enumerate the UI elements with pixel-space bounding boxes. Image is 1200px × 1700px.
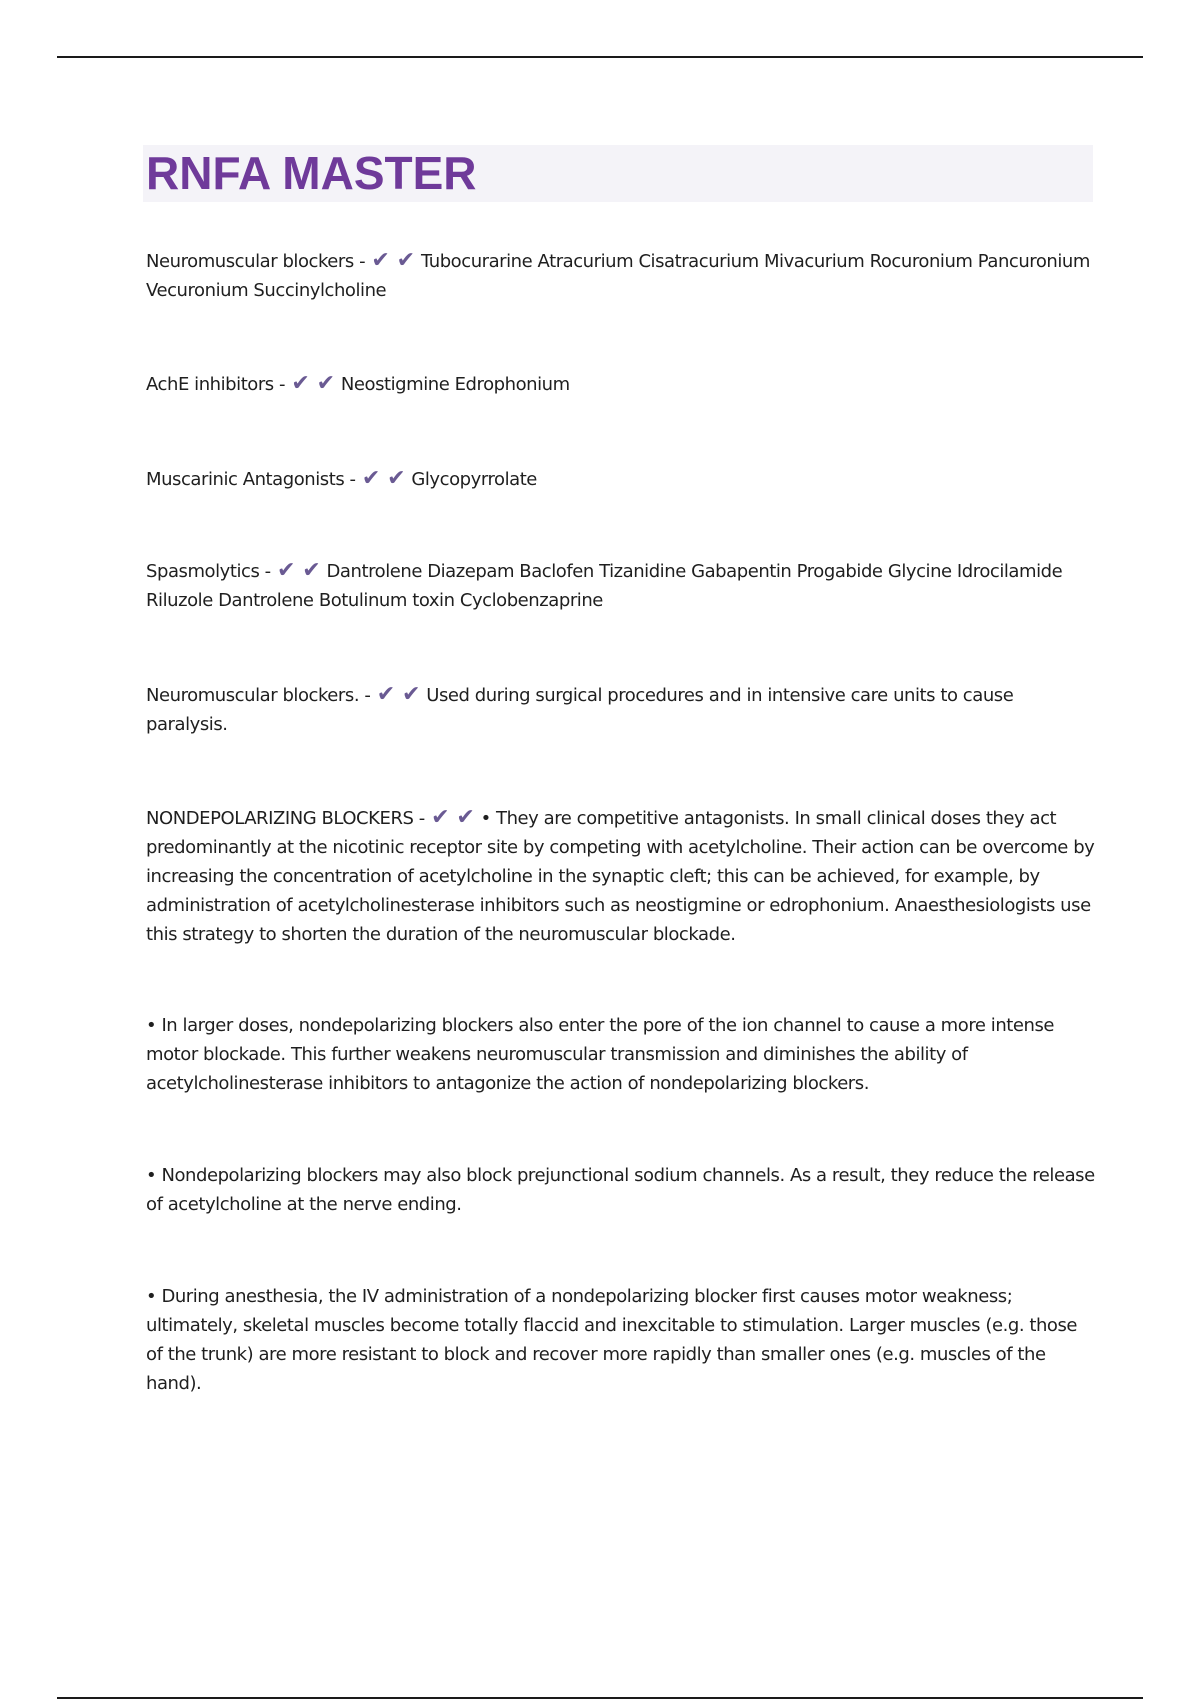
document-title: RNFA MASTER [146,147,477,199]
entry-definition: Used during surgical procedures and in intensive care units to cause paralysis. [146,685,1014,735]
entry-definition: • They are competitive antagonists. In small clinical doses they act predominantly at the nicotinic receptor site by competing with acetylcholine. Their action can be overcome by increasing the concentration of acetylcholine in the synaptic cleft; this can be achieved, for example, by administration of acetylcholinesterase inhibitors such as neostigmine or edrophonium. Anaesthesiologists use this strategy to shorten the duration of the neuromuscular blockade. [146,808,1095,945]
entry-term: AchE inhibitors - [146,374,291,395]
entry-ache-inhibitors [146,370,1096,399]
entry-neuromuscular-blockers-use [146,681,1096,739]
check-icon: ✔ [371,248,390,273]
check-icon: ✔ [361,466,380,491]
entry-spasmolytics [146,557,1096,615]
check-icon: ✔ [431,805,450,830]
entry-term: Neuromuscular blockers. - [146,685,376,706]
check-icon: ✔ [387,466,406,491]
entry-neuromuscular-blockers [146,247,1096,305]
entry-term: Muscarinic Antagonists - [146,469,361,490]
check-icon: ✔ [316,371,335,396]
top-rule [57,56,1143,58]
entry-muscarinic-antagonists [146,465,1096,494]
entry-definition: Dantrolene Diazepam Baclofen Tizanidine Gabapentin Progabide Glycine Idrocilamide Riluzole Dantrolene Botulinum toxin Cyclobenzaprine [146,561,1063,611]
entry-term: NONDEPOLARIZING BLOCKERS - [146,808,431,829]
paragraph-larger-doses: • In larger doses, nondepolarizing blockers also enter the pore of the ion channel to cause a more intense motor blockade. This further weakens neuromuscular transmission and diminishes the ability of acetylcholinesterase inhibitors to antagonize the action of nondepolarizing blockers. [146,1015,1055,1094]
entry-nondepolarizing-blockers [146,804,1096,949]
entry-term: Spasmolytics - [146,561,276,582]
paragraph-sodium-channels: • Nondepolarizing blockers may also block prejunctional sodium channels. As a result, they reduce the release of acetylcholine at the nerve ending. [146,1165,1095,1215]
check-icon: ✔ [291,371,310,396]
entry-term: Neuromuscular blockers - [146,251,371,272]
check-icon: ✔ [376,682,395,707]
check-icon: ✔ [456,805,475,830]
check-icon: ✔ [276,558,295,583]
check-icon: ✔ [396,248,415,273]
bottom-rule [57,1697,1143,1699]
check-icon: ✔ [401,682,420,707]
entry-definition: Tubocurarine Atracurium Cisatracurium Mivacurium Rocuronium Pancuronium Vecuronium Succinylcholine [146,251,1090,301]
entry-definition: Glycopyrrolate [411,469,537,490]
entry-definition: Neostigmine Edrophonium [340,374,570,395]
paragraph-during-anesthesia: • During anesthesia, the IV administration of a nondepolarizing blocker first causes motor weakness; ultimately, skeletal muscles become totally flaccid and inexcitable to stimulation. Larger muscles (e.g. those of the trunk) are more resistant to block and recover more rapidly than smaller ones (e.g. muscles of the hand). [146,1286,1078,1394]
check-icon: ✔ [302,558,321,583]
